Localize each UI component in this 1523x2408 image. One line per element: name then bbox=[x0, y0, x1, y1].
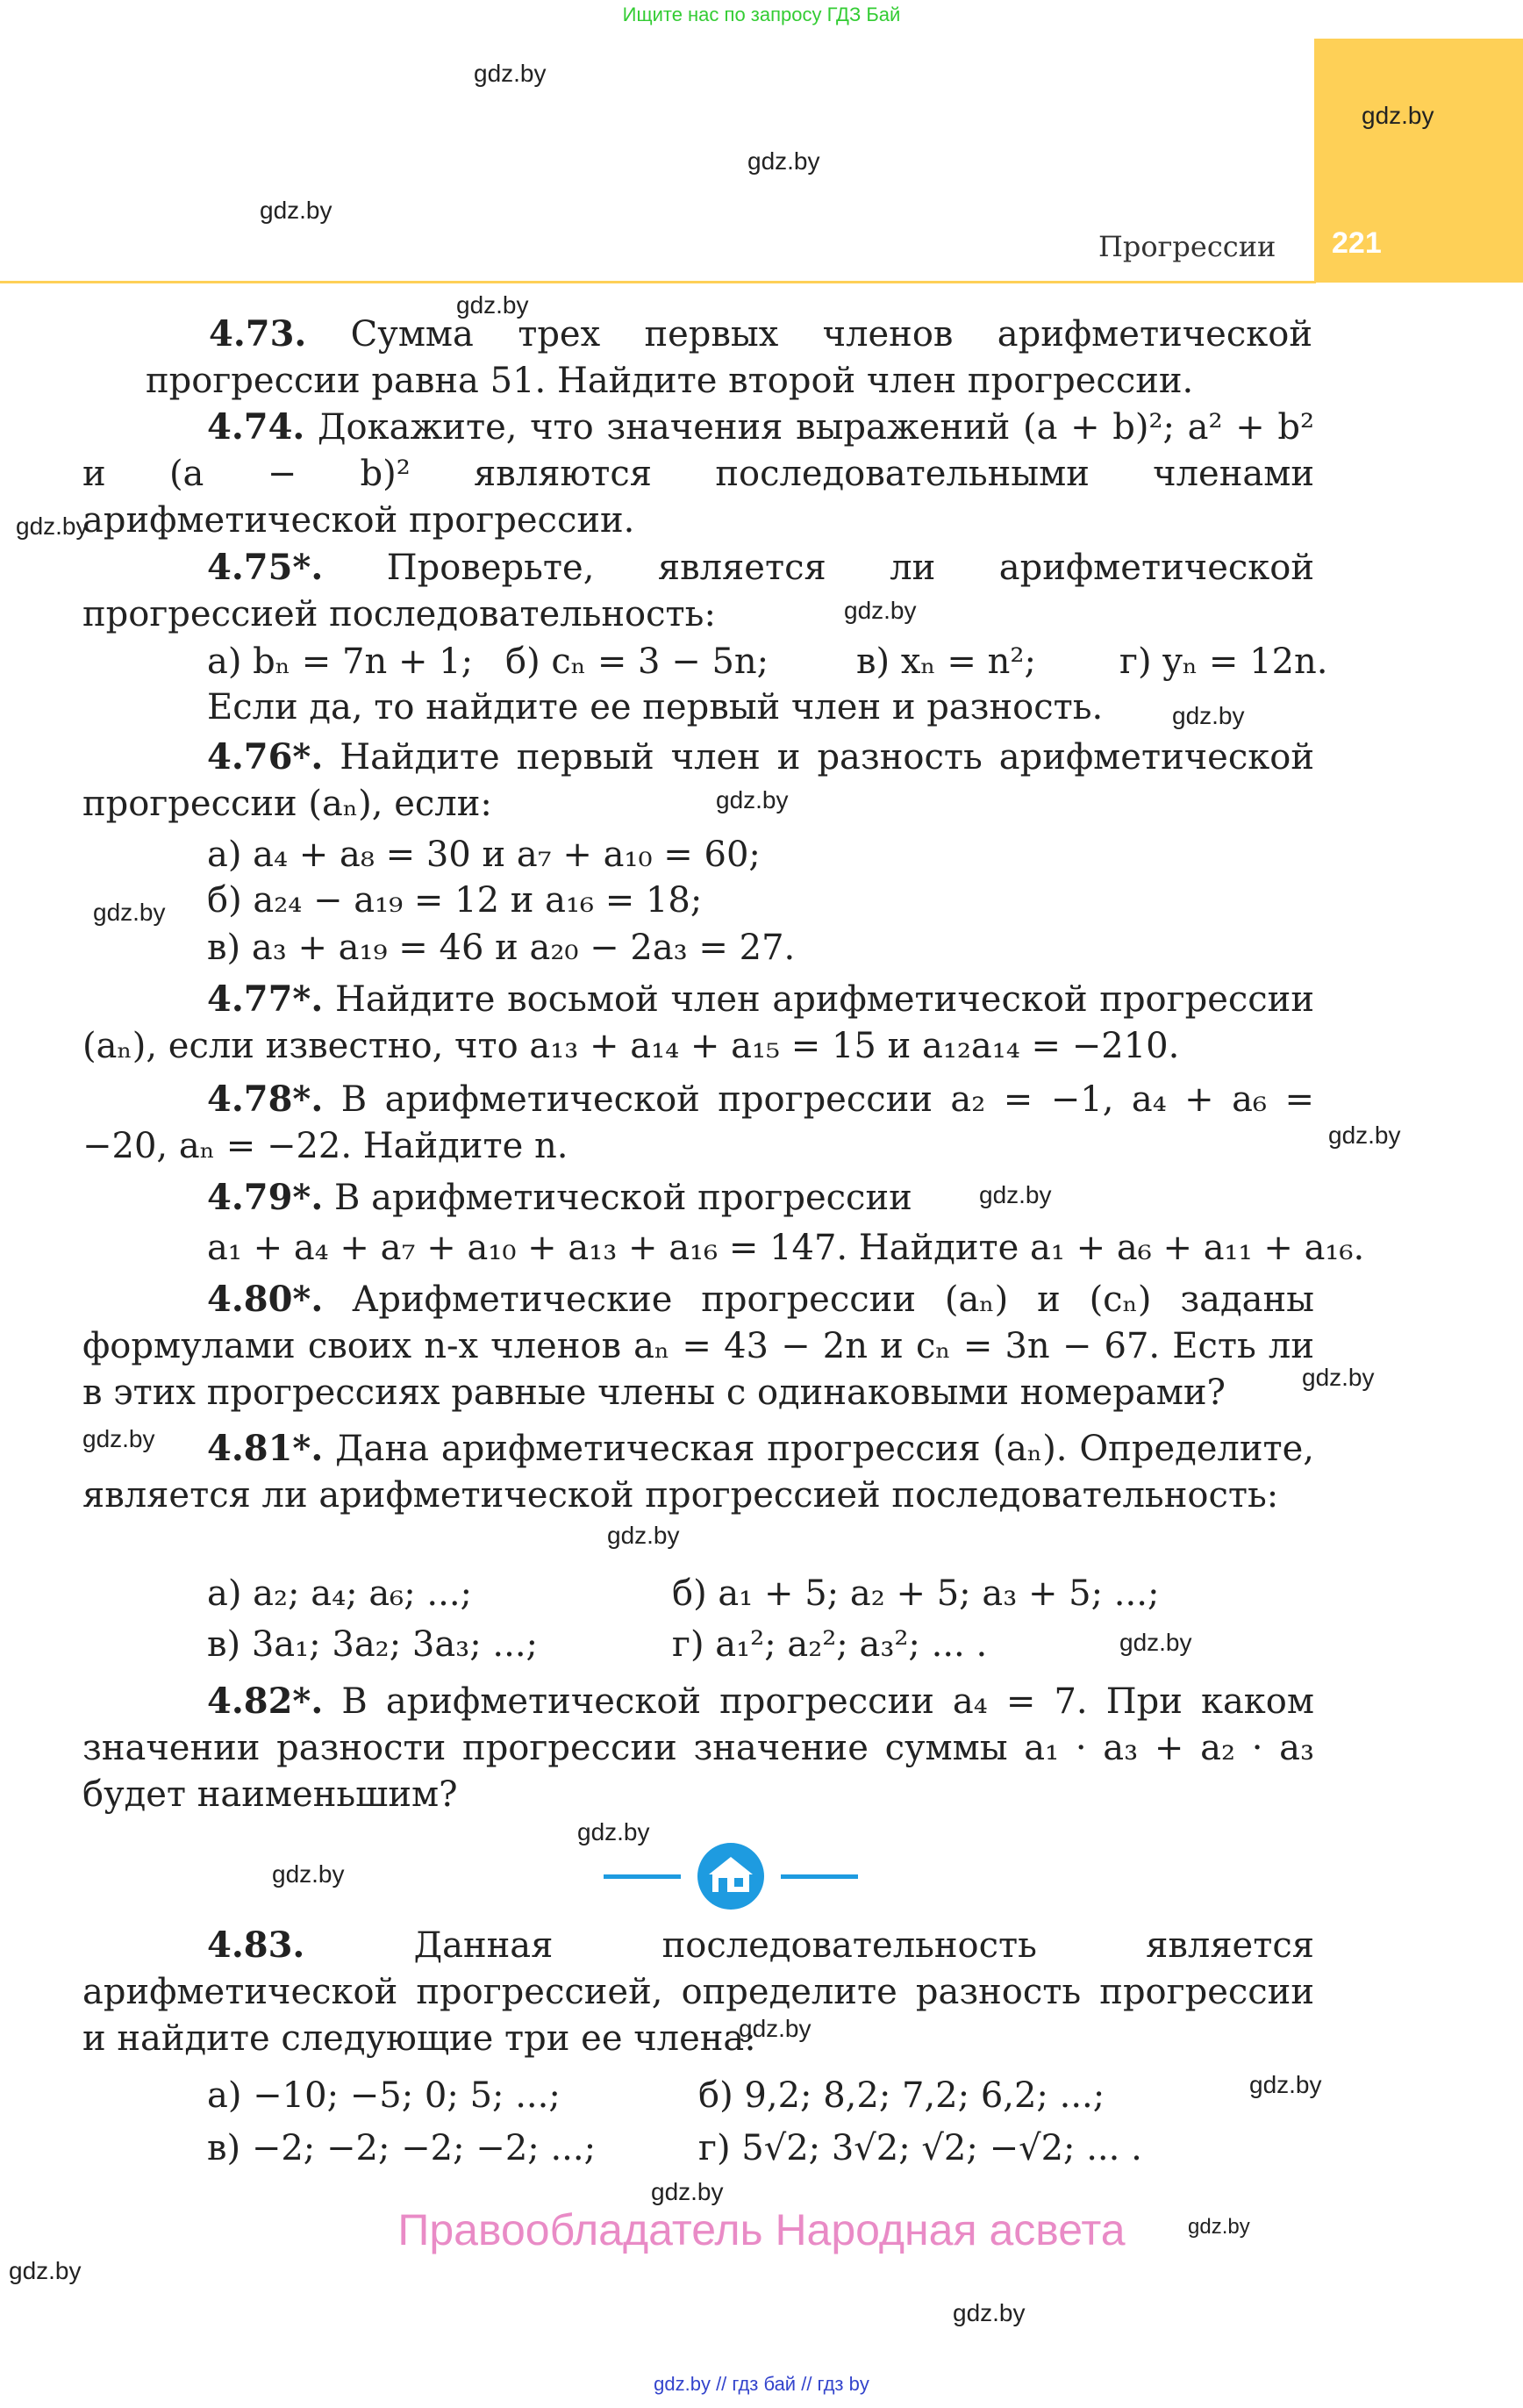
watermark: gdz.by bbox=[1328, 1122, 1401, 1149]
option-item: а) −10; −5; 0; 5; ...; bbox=[207, 2075, 561, 2116]
problem-4-73: 4.73. Сумма трех первых членов арифметической прогрессии равна 51. Найдите второй член прогрессии. bbox=[146, 313, 1312, 401]
watermark: gdz.by bbox=[474, 60, 547, 87]
copyright-notice: Правообладатель Народная асвета bbox=[397, 2205, 1126, 2254]
problem-note: Если да, то найдите ее первый член и разность. bbox=[207, 687, 1104, 727]
watermark: gdz.by bbox=[716, 786, 789, 813]
problem-4-80: 4.80*. Арифметические прогрессии (aₙ) и (cₙ) заданы формулами своих n-х членов aₙ = 43 − 2n и cₙ = 3n − 67. Есть ли в этих прогрессиях равные члены с одинаковыми номерами? bbox=[82, 1279, 1314, 1413]
watermark: gdz.by bbox=[651, 2178, 724, 2205]
watermark: gdz.by bbox=[16, 512, 89, 540]
watermark: gdz.by bbox=[93, 899, 166, 926]
problem-4-79-line2: a₁ + a₄ + a₇ + a₁₀ + a₁₃ + a₁₆ = 147. Найдите a₁ + a₆ + a₁₁ + a₁₆. bbox=[207, 1228, 1365, 1268]
option-item: в) xₙ = n²; bbox=[856, 641, 1036, 682]
watermark: gdz.by bbox=[844, 597, 917, 624]
problem-4-82: 4.82*. В арифметической прогрессии a₄ = 7. При каком значении разности прогрессии значение суммы a₁ · a₃ + a₂ · a₃ будет наименьшим? bbox=[82, 1681, 1314, 1815]
option-item: г) 5√2; 3√2; √2; −√2; ... . bbox=[698, 2128, 1142, 2168]
option-item: г) yₙ = 12n. bbox=[1119, 641, 1328, 682]
watermark: gdz.by bbox=[1249, 2071, 1322, 2098]
option-item: б) a₂₄ − a₁₉ = 12 и a₁₆ = 18; bbox=[207, 880, 703, 921]
option-item: в) −2; −2; −2; −2; ...; bbox=[207, 2128, 597, 2168]
option-item: б) 9,2; 8,2; 7,2; 6,2; ...; bbox=[698, 2075, 1105, 2116]
running-title: Прогрессии bbox=[1098, 230, 1276, 263]
watermark: gdz.by bbox=[607, 1522, 680, 1549]
option-item: а) bₙ = 7n + 1; bbox=[207, 641, 474, 682]
problem-4-77: 4.77*. Найдите восьмой член арифметической прогрессии (aₙ), если известно, что a₁₃ + a₁₄ + a₁₅ = 15 и a₁₂a₁₄ = −210. bbox=[82, 978, 1314, 1066]
watermark: gdz.by bbox=[1188, 2215, 1250, 2239]
bottom-links[interactable]: gdz.by // гдз бай // гдз by bbox=[654, 2373, 869, 2395]
watermark: gdz.by bbox=[260, 197, 332, 224]
watermark: gdz.by bbox=[1172, 702, 1245, 729]
watermark: gdz.by bbox=[272, 1860, 345, 1888]
problem-4-74: 4.74. Докажите, что значения выражений (a + b)²; a² + b² и (a − b)² являются последовательными членами арифметической прогрессии. bbox=[82, 406, 1315, 541]
watermark: gdz.by bbox=[953, 2299, 1026, 2326]
problem-4-76: 4.76*. Найдите первый член и разность арифметической прогрессии (aₙ), если: bbox=[82, 736, 1314, 824]
watermark: gdz.by bbox=[747, 147, 820, 175]
problem-4-79: 4.79*. В арифметической прогрессии bbox=[207, 1177, 912, 1218]
option-item: в) 3a₁; 3a₂; 3a₃; ...; bbox=[207, 1624, 539, 1665]
top-banner[interactable]: Ищите нас по запросу ГДЗ Бай bbox=[622, 4, 901, 25]
option-item: в) a₃ + a₁₉ = 46 и a₂₀ − 2a₃ = 27. bbox=[207, 928, 796, 968]
watermark: gdz.by bbox=[1302, 1364, 1375, 1391]
page-number: 221 bbox=[1332, 226, 1382, 260]
option-item: б) cₙ = 3 − 5n; bbox=[505, 641, 769, 682]
problem-4-83: 4.83. Данная последовательность является арифметической прогрессией, определите разность прогрессии и найдите следующие три ее члена: bbox=[82, 1924, 1314, 2059]
option-item: б) a₁ + 5; a₂ + 5; a₃ + 5; ...; bbox=[672, 1573, 1160, 1614]
watermark: gdz.by bbox=[979, 1181, 1052, 1208]
option-item: а) a₂; a₄; a₆; ...; bbox=[207, 1573, 473, 1614]
watermark: gdz.by bbox=[9, 2257, 82, 2284]
problem-4-81: 4.81*. Дана арифметическая прогрессия (aₙ). Определите, является ли арифметической прогрессией последовательность: bbox=[82, 1428, 1314, 1516]
header-rule bbox=[0, 281, 1316, 283]
problem-4-75: 4.75*. Проверьте, является ли арифметической прогрессией последовательность: bbox=[82, 547, 1315, 634]
option-item: г) a₁²; a₂²; a₃²; ... . bbox=[672, 1624, 988, 1665]
problem-4-78: 4.78*. В арифметической прогрессии a₂ = −1, a₄ + a₆ = −20, aₙ = −22. Найдите n. bbox=[82, 1079, 1314, 1166]
option-item: а) a₄ + a₈ = 30 и a₇ + a₁₀ = 60; bbox=[207, 835, 761, 875]
watermark: gdz.by bbox=[456, 291, 529, 319]
watermark: gdz.by bbox=[1362, 102, 1434, 129]
watermark: gdz.by bbox=[82, 1425, 155, 1452]
watermark: gdz.by bbox=[1119, 1629, 1192, 1656]
home-divider bbox=[604, 1843, 858, 1910]
watermark: gdz.by bbox=[739, 2015, 812, 2042]
watermark: gdz.by bbox=[577, 1818, 650, 1845]
